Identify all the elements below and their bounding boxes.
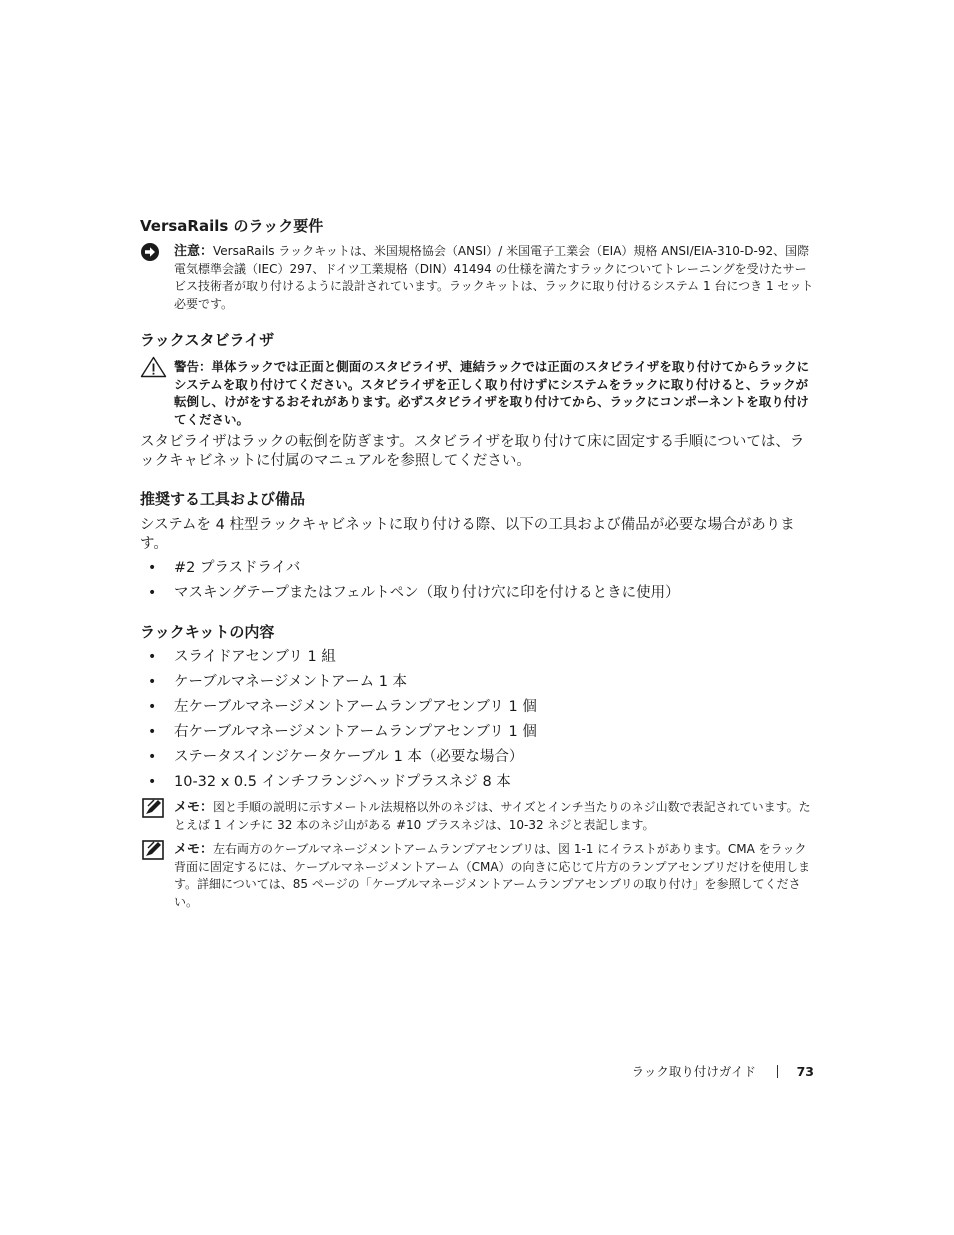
memo-icon	[142, 840, 164, 860]
notice-text: VersaRails ラックキットは、米国規格協会（ANSI）/ 米国電子工業会（EIA）規格 ANSI/EIA-310-D-92、国際電気標準会議（IEC）297、ドイツ工業規格（DIN）41494 の仕様を満たすラックについてトレーニングを受けたサービス技術者が取り付けるように設計されています。ラックキットは、ラックに取り付けるシステム 1 台につき 1 セット必要です。	[174, 244, 814, 311]
list-item: • ステータスインジケータケーブル 1 本（必要な場合）	[140, 747, 537, 772]
memo-block-1	[174, 799, 816, 834]
list-item: • 右ケーブルマネージメントアームランプアセンブリ 1 個	[140, 722, 537, 747]
list-item: • 10-32 x 0.5 インチフランジヘッドプラスネジ 8 本	[140, 772, 537, 797]
warning-label: 警告：	[174, 359, 212, 374]
memo-block-2	[174, 841, 816, 911]
tools-description: システムを 4 柱型ラックキャビネットに取り付ける際、以下の工具および備品が必要な場合があります。	[140, 517, 795, 552]
footer-title: ラック取り付けガイド	[631, 1064, 756, 1079]
memo-text: 図と手順の説明に示すメートル法規格以外のネジは、サイズとインチ当たりのネジ山数で表記されています。たとえば 1 インチに 32 本のネジ山がある #10 プラスネジは、10-32 ネジと表記します。	[174, 800, 811, 832]
kit-contents-list	[140, 647, 537, 797]
memo-label: メモ：	[174, 800, 214, 815]
heading-rack-stabilizer: ラックスタビライザ	[140, 331, 275, 349]
list-item: • マスキングテープまたはフェルトペン（取り付け穴に印を付けるときに使用）	[140, 583, 680, 608]
warning-block	[174, 358, 816, 428]
page-footer	[600, 1062, 816, 1082]
memo-label: メモ：	[174, 842, 214, 857]
memo-text: 左右両方のケーブルマネージメントアームランプアセンブリは、図 1-1 にイラストがあります。CMA をラック背面に固定するには、ケーブルマネージメントアーム（CMA）の向きに応じて片方のランプアセンブリだけを使用します。詳細については、85 ページの「ケーブルマネージメントアームランプアセンブリの取り付け」を参照してください。	[174, 842, 810, 909]
stabilizer-description: スタビライザはラックの転倒を防ぎます。スタビライザを取り付けて床に固定する手順については、ラックキャビネットに付属のマニュアルを参照してください。	[140, 434, 805, 469]
footer-separator	[777, 1065, 778, 1078]
warning-text: 単体ラックでは正面と側面のスタビライザ、連結ラックでは正面のスタビライザを取り付けてからラックにシステムを取り付けてください。スタビライザを正しく取り付けずにシステムをラックに取り付けると、ラックが転倒し、けがをするおそれがあります。必ずスタビライザを取り付けてから、ラックにコンポーネントを取り付けてください。	[174, 359, 810, 427]
memo-icon	[142, 798, 164, 818]
warning-icon	[140, 356, 167, 378]
page-number: 73	[796, 1064, 814, 1079]
list-item: • #2 プラスドライバ	[140, 558, 680, 583]
heading-recommended-tools: 推奨する工具および備品	[140, 490, 306, 508]
list-item: • スライドアセンブリ 1 組	[140, 647, 537, 672]
notice-icon	[140, 242, 160, 262]
notice-block	[174, 243, 816, 313]
notice-label: 注意：	[174, 244, 214, 259]
list-item: • ケーブルマネージメントアーム 1 本	[140, 672, 537, 697]
heading-versarails-requirements: VersaRails のラック要件	[140, 217, 324, 235]
tools-list	[140, 558, 680, 608]
heading-rack-kit-contents: ラックキットの内容	[140, 623, 275, 641]
list-item: • 左ケーブルマネージメントアームランプアセンブリ 1 個	[140, 697, 537, 722]
